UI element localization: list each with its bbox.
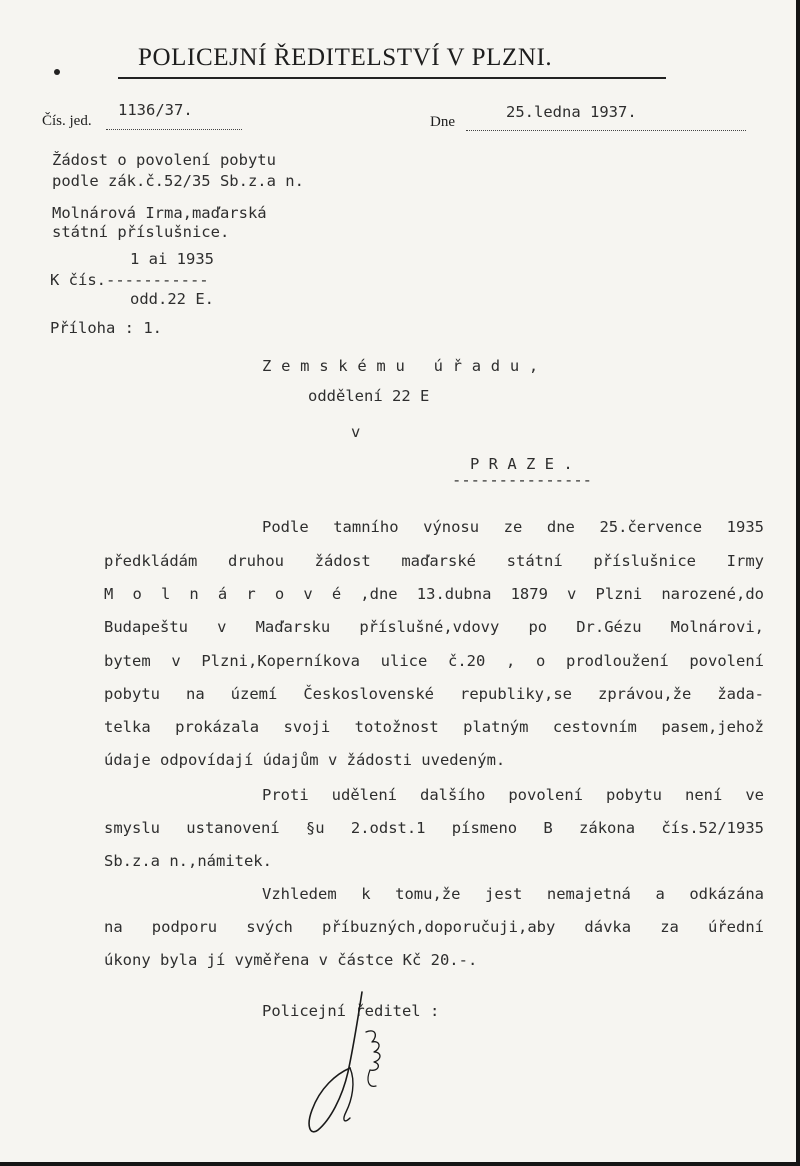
reference-number-label: Čís. jed. — [42, 113, 92, 129]
reference-number-value: 1136/37. — [118, 101, 193, 119]
body-line: M o l n á r o v é ,dne 13.dubna 1879 v Plzni narozené,do — [104, 585, 764, 603]
body-line: Proti udělení dalšího povolení pobytu není ve — [262, 786, 764, 804]
body-line: údaje odpovídají údajům v žádosti uvedeným. — [104, 751, 506, 769]
ref-number-label: K čís.----------- — [50, 271, 209, 289]
header-title: POLICEJNÍ ŘEDITELSTVÍ V PLZNI. — [138, 44, 553, 71]
body-line: Podle tamního výnosu ze dne 25.července 1935 — [262, 518, 764, 536]
subject-line: Molnárová Irma,maďarská — [52, 204, 267, 222]
handwritten-signature — [292, 988, 402, 1138]
subject-line: podle zák.č.52/35 Sb.z.a n. — [52, 172, 304, 190]
header-underline — [118, 77, 666, 79]
addressee-city: P R A Z E . — [470, 455, 573, 473]
ref-number-bottom: odd.22 E. — [130, 290, 214, 308]
attachment-line: Příloha : 1. — [50, 319, 162, 337]
body-line: Vzhledem k tomu,že jest nemajetná a odkázána — [262, 885, 764, 903]
addressee-office: Z e m s k é m u ú ř a d u , — [262, 357, 539, 375]
body-line: pobytu na území Československé republiky,se zprávou,že žada- — [104, 685, 764, 703]
addressee-preposition: v — [351, 423, 361, 441]
body-line: na podporu svých příbuzných,doporučuji,aby dávka za úřední — [104, 918, 764, 936]
body-line: telka prokázala svoji totožnost platným cestovním pasem,jehož — [104, 718, 764, 736]
closing-signatory: Policejní ředitel : — [262, 1002, 440, 1020]
body-line: Sb.z.a n.,námitek. — [104, 852, 272, 870]
date-label: Dne — [430, 114, 455, 130]
punch-mark — [54, 69, 60, 75]
body-line: smyslu ustanovení §u 2.odst.1 písmeno B zákona čís.52/1935 — [104, 819, 764, 837]
addressee-city-underline: --------------- — [452, 471, 592, 489]
body-line: úkony byla jí vyměřena v částce Kč 20.-. — [104, 951, 478, 969]
ref-number-top: 1 ai 1935 — [130, 250, 214, 268]
body-line: předkládám druhou žádost maďarské státní příslušnice Irmy — [104, 552, 764, 570]
body-line: Budapeštu v Maďarsku příslušné,vdovy po Dr.Gézu Molnárovi, — [104, 618, 764, 636]
date-dotted-line — [466, 130, 746, 131]
subject-line: Žádost o povolení pobytu — [52, 151, 276, 169]
subject-line: státní příslušnice. — [52, 223, 230, 241]
addressee-department: oddělení 22 E — [308, 387, 430, 405]
body-line: bytem v Plzni,Koperníkova ulice č.20 , o prodloužení povolení — [104, 652, 764, 670]
reference-number-dotted-line — [106, 129, 242, 130]
date-value: 25.ledna 1937. — [506, 103, 637, 121]
